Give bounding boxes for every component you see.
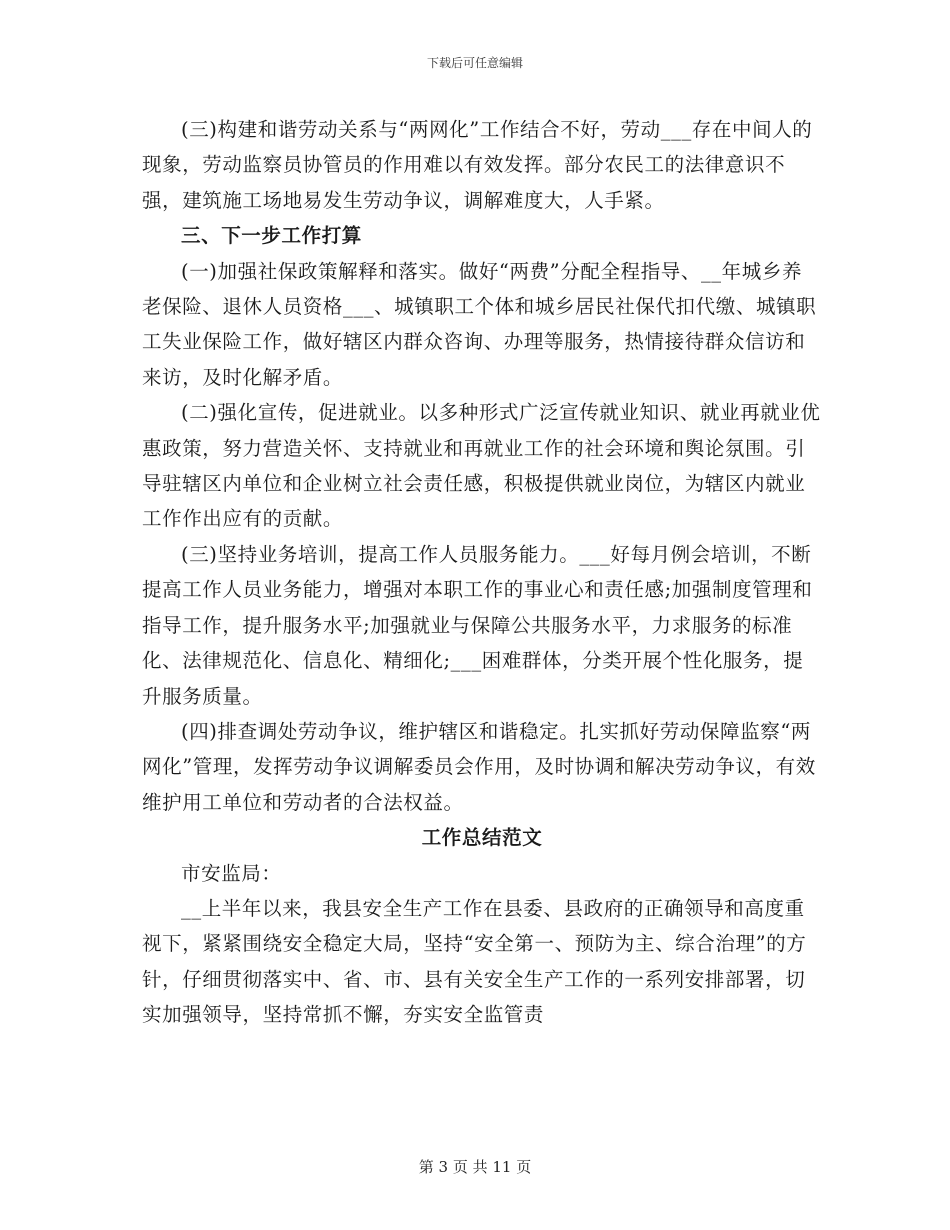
document-title: 工作总结范文 xyxy=(421,826,543,850)
paragraph-labor-disputes: (四)排查调处劳动争议，维护辖区和谐稳定。扎实抓好劳动保障监察“两网化”管理，发挥劳动争议调解委员会作用，及时协调和解决劳动争议，有效维护用工单位和劳动者的合法权益。 xyxy=(142,719,816,814)
paragraph-labor-relations: (三)构建和谐劳动关系与“两网化”工作结合不好，劳动___存在中间人的现象，劳动监察员协管员的作用难以有效发挥。部分农民工的法律意识不强，建筑施工场地易发生劳动争议，调解难度大，人手紧。 xyxy=(142,118,813,212)
paragraph-employment-promotion: (二)强化宣传，促进就业。以多种形式广泛宣传就业知识、就业再就业优惠政策，努力营造关怀、支持就业和再就业工作的社会环境和舆论氛围。引导驻辖区内单位和企业树立社会责任感，积极提供就业岗位，为辖区内就业工作作出应有的贡献。 xyxy=(142,401,821,531)
paragraph-safety-work: __上半年以来，我县安全生产工作在县委、县政府的正确领导和高度重视下，紧紧围绕安全稳定大局，坚持“安全第一、预防为主、综合治理”的方针，仔细贯彻落实中、省、市、县有关安全生产工作的一系列安排部署，切实加强领导，坚持常抓不懈，夯实安全监管责 xyxy=(142,896,807,1027)
page-header: 下载后可任意编辑 xyxy=(426,56,523,70)
salutation: 市安监局： xyxy=(181,861,282,885)
page-footer: 第 3 页 共 11 页 xyxy=(418,1158,532,1176)
document-body xyxy=(142,112,822,1033)
section-heading-next-steps: 三、下一步工作打算 xyxy=(181,224,362,248)
paragraph-social-security: (一)加强社保政策解释和落实。做好“两费”分配全程指导、__年城乡养老保险、退休人员资格___、城镇职工个体和城乡居民社保代扣代缴、城镇职工失业保险工作，做好辖区内群众咨询、办理等服务，热情接待群众信访和来访，及时化解矛盾。 xyxy=(142,259,817,389)
paragraph-business-training: (三)坚持业务培训，提高工作人员服务能力。___好每月例会培训，不断提高工作人员业务能力，增强对本职工作的事业心和责任感;加强制度管理和指导工作，提升服务水平;加强就业与保障公共服务水平，力求服务的标准化、法律规范化、信息化、精细化;___困难群体，分类开展个性化服务，提升服务质量。 xyxy=(142,542,813,708)
